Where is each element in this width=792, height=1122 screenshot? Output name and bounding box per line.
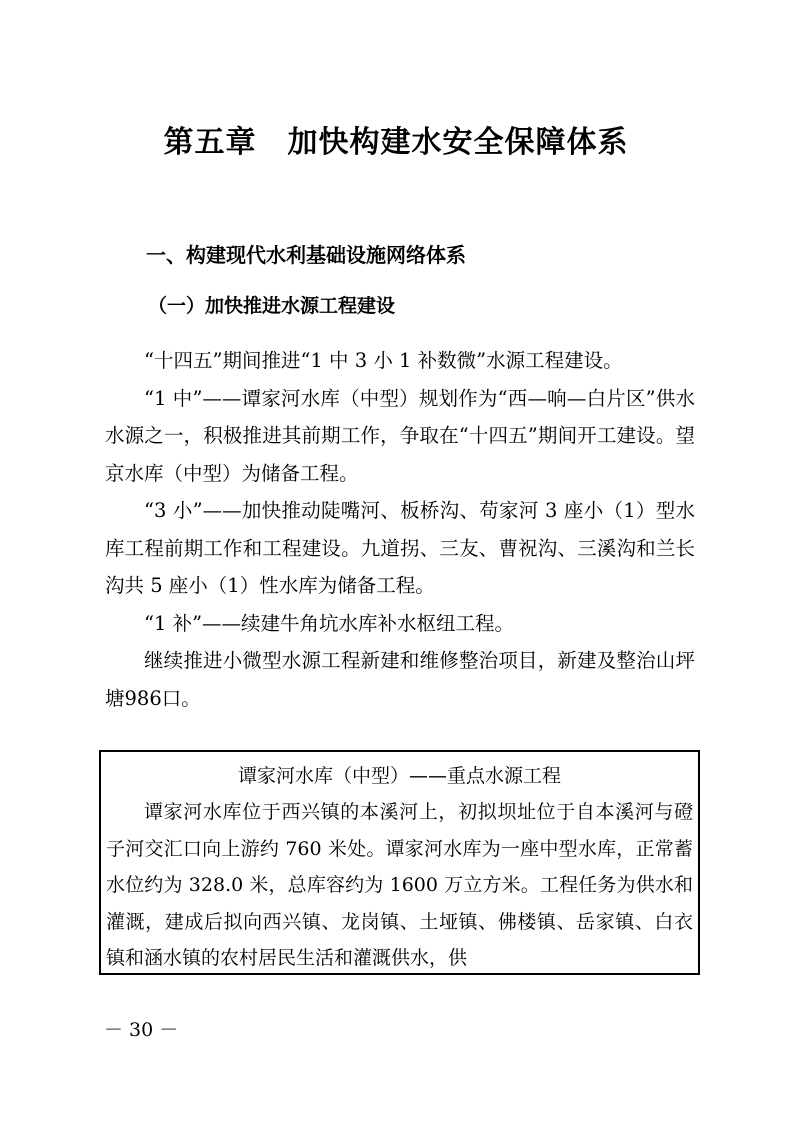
paragraph-plan-overview: “十四五”期间推进“1 中 3 小 1 补数微”水源工程建设。 bbox=[144, 349, 623, 372]
paragraph-1-medium: “1 中”——谭家河水库（中型）规划作为“西—响—白片区”供水水源之一，积极推进其前期工作，争取在“十四五”期间开工建设。望京水库（中型）为储备工程。 bbox=[105, 386, 695, 485]
key-project-box bbox=[99, 750, 700, 975]
box-text: 谭家河水库位于西兴镇的本溪河上，初拟坝址位于自本溪河与磴子河交汇口向上游约 760 米处。谭家河水库为一座中型水库，正常蓄水位约为 328.0 米，总库容约为 1600 万立方米。工程任务为供水和灌溉，建成后拟向西兴镇、龙岗镇、土垭镇、佛楼镇、岳家镇、白衣镇和涵水镇的农村居民生活和灌溉供水，供 bbox=[106, 801, 693, 969]
paragraph-micro-projects: 继续推进小微型水源工程新建和维修整治项目，新建及整治山坪塘986口。 bbox=[105, 649, 695, 710]
paragraph-3-small: “3 小”——加快推动陡嘴河、板桥沟、苟家河 3 座小（1）型水库工程前期工作和工程建设。九道拐、三友、曹祝沟、三溪沟和兰长沟共 5 座小（1）性水库为储备工程。 bbox=[105, 499, 695, 597]
subsection-heading: （一）加快推进水源工程建设 bbox=[148, 295, 396, 317]
box-title: 谭家河水库（中型）——重点水源工程 bbox=[237, 765, 561, 787]
body-text bbox=[105, 342, 695, 717]
paragraph-1-supplement: “1 补”——续建牛角坑水库补水枢纽工程。 bbox=[144, 611, 515, 635]
chapter-title: 第五章 加快构建水安全保障体系 bbox=[163, 125, 629, 160]
section-heading: 一、构建现代水利基础设施网络体系 bbox=[146, 243, 466, 267]
page-number: － 30 － bbox=[104, 1019, 179, 1041]
